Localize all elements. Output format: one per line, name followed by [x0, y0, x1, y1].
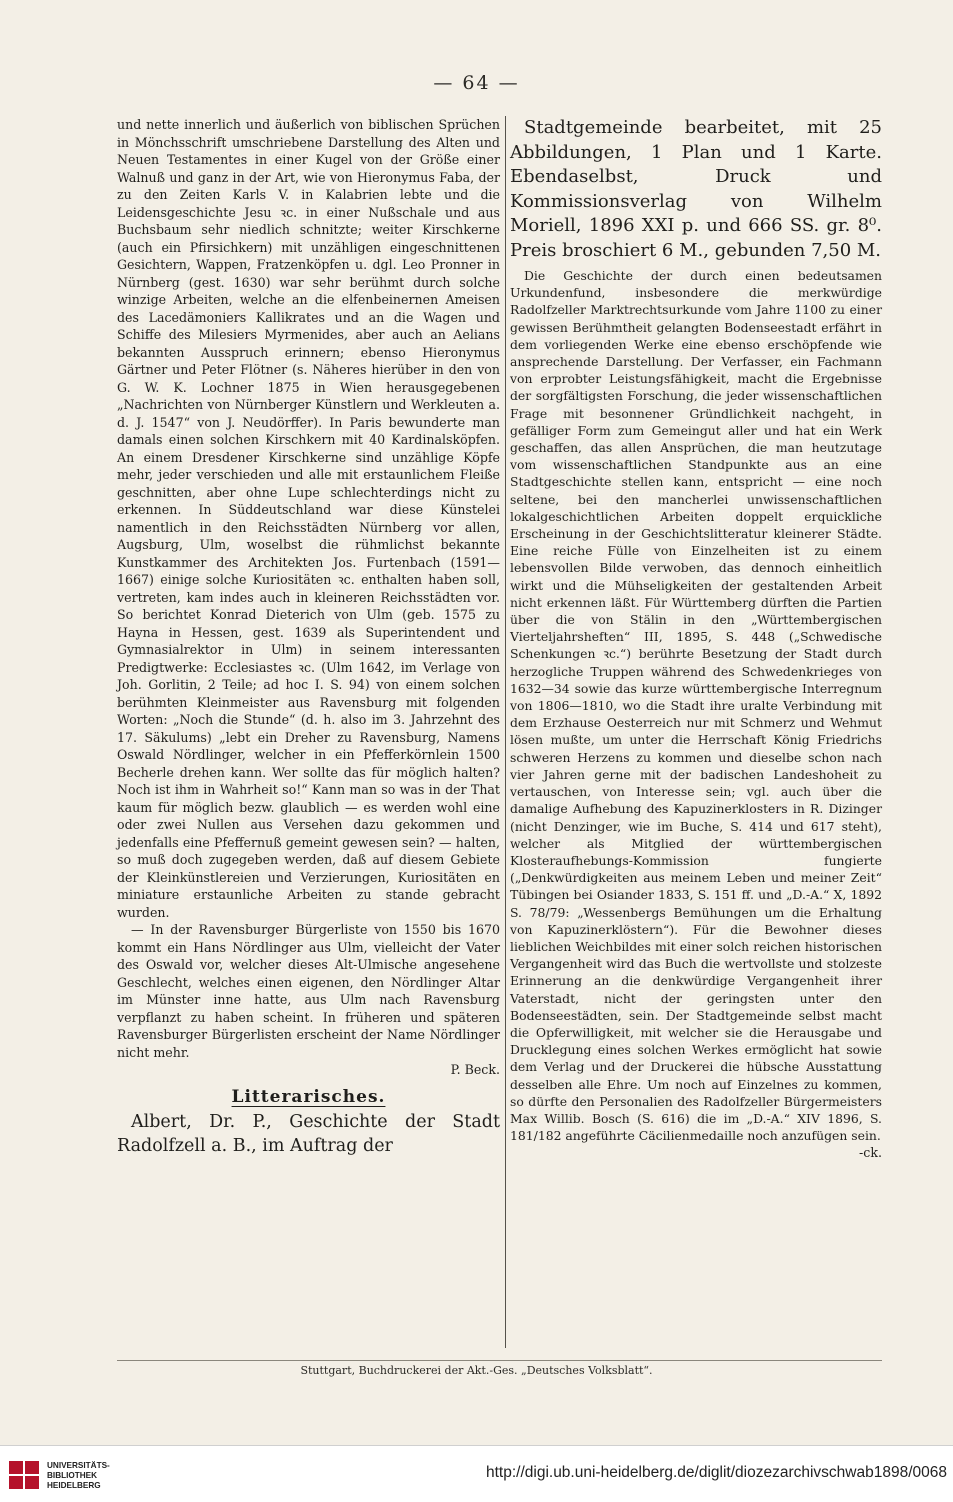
book-entry-start: Albert, Dr. P., Geschichte der Stadt Radolfzell a. B., im Auftrag der: [117, 1112, 500, 1156]
book-entry-continued: Stadtgemeinde bearbeitet, mit 25 Abbildungen, 1 Plan und 1 Karte. Ebendaselbst, Druck und Kommissionsverlag von Wilhelm Moriell, 1896 XXI p. und 666 SS. gr. 8⁰. Preis broschiert 6 M., gebunden 7,50 M.: [510, 117, 882, 261]
left-column: [117, 116, 500, 1158]
library-name-line-2: BIBLIOTHEK: [47, 1471, 98, 1480]
left-paragraph-1: und nette innerlich und äußerlich von biblischen Sprüchen in Mönchsschrift umschriebene Darstellung des Alten und Neuen Testamentes in einer Kugel von der Größe einer Walnuß und ganz in der Art, wie von Hieronymus Faba, der zu den Zeiten Karls V. in Kalabrien lebte und die Leidensgeschichte Jesu ꝛc. in einer Nußschale und aus Buchsbaum sehr niedlich schnitzte; weiter Kirschkerne (auch ein Pfirsichkern) mit unzähligen eingeschnittenen Gesichtern, Wappen, Fratzenköpfen u. dgl. Leo Pronner in Nürnberg (gest. 1630) war sehr berühmt durch solche winzige Arbeiten, welche an die elfenbeinernen Ameisen des Lacedämoniers Kallikrates und an die Wagen und Schiffe des Milesiers Myrmenides, aber auch an Aelians bekannten Ausspruch erinnern; ebenso Hieronymus Gärtner und Peter Flötner (s. Näheres hierüber in den von G. W. K. Lochner 1875 in Wien herausgegebenen „Nachrichten von Nürnberger Künstlern und Werkleuten a. d. J. 1547“ von J. Neudörffer). In Paris bewunderte man damals einen solchen Kirschkern mit 40 Kardinalsköpfen. An einem Dresdener Kirschkerne sind unzählige Köpfe mehr, jeder verschieden und alle mit erstaunlichem Fleiße geschnitten, aber ohne Lupe schlechterdings nicht zu erkennen. In Süddeutschland war diese Künstelei namentlich in den Reichsstädten Nürnberg vor allen, Augsburg, Ulm, woselbst die rühmlichst bekannte Kunstkammer des Architekten Jos. Furtenbach (1591—1667) einige solche Kuriositäten ꝛc. enthalten haben soll, vertreten, kam indes auch in kleineren Reichsstädten vor. So berichtet Konrad Dieterich von Ulm (geb. 1575 zu Hayna in Hessen, gest. 1639 als Superintendent und Gymnasialrektor in Ulm) in seinem interessanten Predigtwerke: Ecclesiastes ꝛc. (Ulm 1642, im Verlage von Joh. Gorlitin, 2 Teile; ad hoc I. S. 94) von einem solchen berühmten Kleinmeister aus Ravensburg mit folgenden Worten: „Noch die Stunde“ (d. h. also im 3. Jahrzehnt des 17. Säkulums) „lebt ein Dreher zu Ravensburg, Namens Oswald Nördlinger, welcher in ein Pfefferkörnlein 1500 Becherle drehen kann. Wer sollte das für möglich halten? Noch ist ihm in Wahrheit so!“ Kann man so was in der That kaum für möglich bezw. glaublich — es werden wohl eine oder zwei Nullen aus Versehen dazu gekommen und jedenfalls eine Pfeffernuß gemeint gewesen sein? — halten, so muß doch zugegeben werden, daß auf diesem Gebiete der Kleinkünstlereien und Verzierungen, Kuriositäten en miniature erstaunliche Arbeiten zu stande gebracht wurden.: [117, 117, 500, 920]
library-logo[interactable]: [9, 1461, 110, 1491]
column-divider: [505, 116, 506, 1348]
printer-imprint: Stuttgart, Buchdruckerei der Akt.-Ges. „Deutsches Volksblatt“.: [300, 1364, 653, 1377]
source-url-link[interactable]: http://digi.ub.uni-heidelberg.de/diglit/diozezarchivschwab1898/0068: [485, 1464, 947, 1481]
left-paragraph-2: — In der Ravensburger Bürgerliste von 1550 bis 1670 kommt ein Hans Nördlinger aus Ulm, vielleicht der Vater des Oswald vor, welcher dieses Alt-Ulmische angesehene Geschlecht, welches einen eigenen, den Nördlinger Altar im Münster inne hatte, aus Ulm nach Ravensburg verpflanzt zu haben scheint. In früheren und späteren Ravensburger Bürgerlisten erscheint der Name Nördlinger nicht mehr.: [117, 922, 500, 1060]
footer-rule: [117, 1360, 882, 1361]
university-seal-icon: [9, 1461, 41, 1491]
review-signature: -ck.: [859, 1145, 882, 1161]
book-review: Die Geschichte der durch einen bedeutsamen Urkundenfund, insbesondere die merkwürdige Radolfzeller Marktrechtsurkunde vom Jahre 1100 zu einer gewissen Berühmtheit gelangten Bodenseestadt erfährt in dem vorliegenden Werke eine ebenso erschöpfende wie ansprechende Darstellung. Der Verfasser, ein Fachmann von erprobter Leistungsfähigkeit, macht die Ergebnisse der sorgfältigsten Forschung, die jeder wissenschaftlichen Frage mit besonnener Gründlichkeit nachgeht, in gefälliger Form zum Gemeingut aller und hat ein Werk geschaffen, das allen Ansprüchen, die man heutzutage vom wissenschaftlichen Standpunkte aus an eine Stadtgeschichte stellen kann, entspricht — eine noch seltene, bei den mancherlei unwissenschaftlichen lokalgeschichtlichen Arbeiten doppelt erquickliche Erscheinung in der Geschichtslitteratur kleinerer Städte. Eine reiche Fülle von Einzelheiten ist zu einem lebensvollen Bilde verwoben, das dennoch einheitlich wirkt und die Mühseligkeiten der gestaltenden Arbeit nicht erkennen läßt. Für Württemberg dürften die Partien über die von Stälin in den „Württembergischen Vierteljahrsheften“ III, 1895, S. 448 („Schwedische Schenkungen ꝛc.“) berührte Besetzung der Stadt durch herzogliche Truppen während des Schwedenkrieges von 1632—34 sowie das kurze württembergische Interregnum von 1806—1810, wo die Stadt ihre uralte Verbindung mit dem Erzhause Oesterreich nur mit Schmerz und Wehmut lösen mußte, um unter die Herrschaft König Friedrichs schweren Herzens zu kommen und dieselbe schon nach vier Jahren gerne mit der badischen Landeshoheit zu vertauschen, von Interesse sein; vgl. auch über die damalige Aufhebung des Kapuzinerklosters in R. Dizinger (nicht Denzinger, wie im Buche, S. 414 und 617 steht), welcher als Mitglied der württembergischen Klosteraufhebungs-Kommission fungierte („Denkwürdigkeiten aus meinem Leben und meiner Zeit“ Tübingen bei Osiander 1833, S. 151 ff. und „D.-A.“ X, 1892 S. 78/79: „Wessenbergs Bemühungen um die Erhaltung von Kapuzinerklöstern“). Für die Bewohner dieses lieblichen Weichbildes mit einer solch reichen historischen Vergangenheit wird das Buch die wertvollste und stolzeste Erinnerung an die denkwürdige Vergangenheit ihrer Vaterstadt, nicht der geringsten unter den Bodenseestädten, sein. Der Stadtgemeinde selbst macht die Opferwilligkeit, mit welcher sie die Herausgabe und Drucklegung eines solchen Werkes ermöglicht hat sowie dem Verlag und der Druckerei die hübsche Ausstattung desselben alle Ehre. Um noch auf Einzelnes zu kommen, so dürfte den Personalien des Radolfzeller Bürgermeisters Max Willib. Bosch (S. 616) die im „D.-A.“ XIV 1896, S. 181/182 angeführte Cäcilienmedaille noch anzufügen sein.: [510, 268, 882, 1144]
section-title: Litterarisches.: [231, 1086, 386, 1107]
left-signature: P. Beck.: [450, 1062, 500, 1077]
library-name-line-1: UNIVERSITÄTS-: [47, 1461, 110, 1470]
library-name-line-3: HEIDELBERG: [47, 1481, 101, 1490]
library-name: [47, 1461, 110, 1491]
right-column: [510, 116, 882, 1162]
page-number: — 64 —: [433, 72, 520, 94]
library-bar: [0, 1445, 953, 1502]
